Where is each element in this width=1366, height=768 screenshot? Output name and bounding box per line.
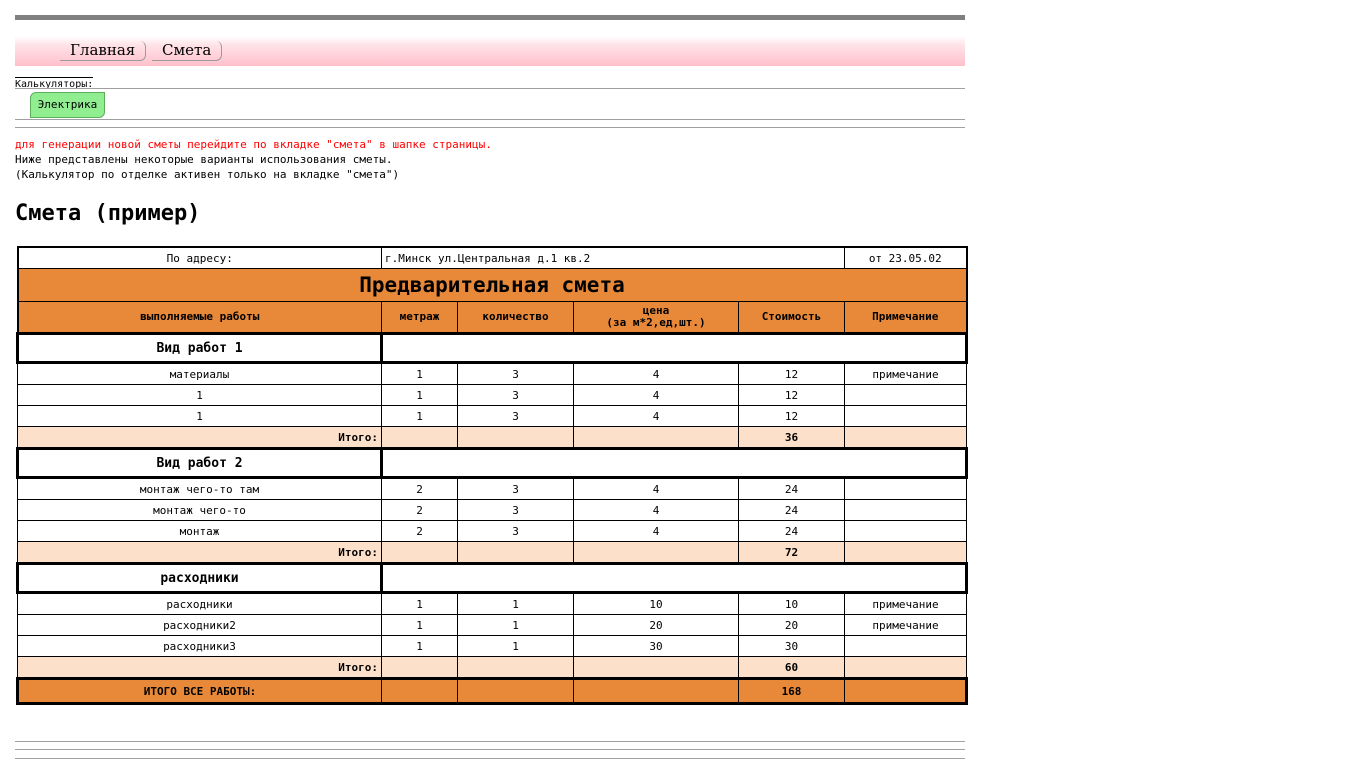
note-cell: примечание — [845, 615, 967, 636]
cost-cell: 10 — [739, 593, 845, 615]
col-price-line1: цена — [642, 304, 670, 317]
info-line-new-estimate: для генерации новой сметы перейдите по вкладке "смета" в шапке страницы. — [15, 138, 492, 151]
info-block — [15, 137, 492, 182]
col-quantity: количество — [458, 302, 574, 334]
cost-cell: 20 — [739, 615, 845, 636]
empty-cell — [382, 657, 458, 679]
total-label: Итого: — [18, 542, 382, 564]
empty-cell — [458, 679, 574, 704]
section-header-row — [18, 449, 967, 478]
estimate-table — [16, 246, 968, 705]
cost-cell: 12 — [739, 406, 845, 427]
quantity-cell: 3 — [458, 521, 574, 542]
divider — [15, 749, 965, 750]
section-total-row — [18, 657, 967, 679]
nav-home-link[interactable]: Главная — [60, 41, 146, 61]
col-note: Примечание — [845, 302, 967, 334]
empty-cell — [574, 657, 739, 679]
price-cell: 4 — [574, 478, 739, 500]
work-name-cell: расходники3 — [18, 636, 382, 657]
price-cell: 4 — [574, 521, 739, 542]
metrage-cell: 2 — [382, 478, 458, 500]
metrage-cell: 1 — [382, 636, 458, 657]
empty-cell — [458, 657, 574, 679]
price-cell: 10 — [574, 593, 739, 615]
col-cost: Стоимость — [739, 302, 845, 334]
info-line-calculator: (Калькулятор по отделке активен только на вкладке "смета") — [15, 168, 400, 181]
work-name-cell: 1 — [18, 406, 382, 427]
estimate-date: от 23.05.02 — [845, 247, 967, 269]
price-cell: 30 — [574, 636, 739, 657]
cost-cell: 30 — [739, 636, 845, 657]
col-price — [574, 302, 739, 334]
metrage-cell: 1 — [382, 406, 458, 427]
quantity-cell: 1 — [458, 593, 574, 615]
section-spacer — [382, 334, 967, 363]
divider — [15, 88, 965, 89]
top-bar — [15, 15, 965, 20]
cost-cell: 24 — [739, 500, 845, 521]
estimate-heading-row — [18, 269, 967, 302]
table-row — [18, 521, 967, 542]
section-spacer — [382, 449, 967, 478]
empty-cell — [845, 542, 967, 564]
metrage-cell: 1 — [382, 615, 458, 636]
divider — [15, 741, 965, 742]
price-cell: 4 — [574, 406, 739, 427]
table-row — [18, 615, 967, 636]
quantity-cell: 3 — [458, 478, 574, 500]
section-header-row — [18, 334, 967, 363]
note-cell — [845, 636, 967, 657]
empty-cell — [574, 542, 739, 564]
price-cell: 4 — [574, 500, 739, 521]
page-title: Смета (пример) — [15, 201, 201, 226]
total-value: 72 — [739, 542, 845, 564]
empty-cell — [574, 427, 739, 449]
price-cell: 4 — [574, 385, 739, 406]
note-cell — [845, 500, 967, 521]
note-cell — [845, 521, 967, 542]
empty-cell — [845, 679, 967, 704]
col-metrage: метраж — [382, 302, 458, 334]
grand-total-value: 168 — [739, 679, 845, 704]
section-spacer — [382, 564, 967, 593]
grand-total-label: ИТОГО ВСЕ РАБОТЫ: — [18, 679, 382, 704]
work-name-cell: расходники — [18, 593, 382, 615]
quantity-cell: 3 — [458, 406, 574, 427]
work-name-cell: материалы — [18, 363, 382, 385]
table-row — [18, 385, 967, 406]
table-row — [18, 406, 967, 427]
empty-cell — [458, 427, 574, 449]
table-row — [18, 478, 967, 500]
table-row — [18, 363, 967, 385]
address-row — [18, 247, 967, 269]
total-value: 60 — [739, 657, 845, 679]
table-row — [18, 593, 967, 615]
work-name-cell: монтаж чего-то — [18, 500, 382, 521]
estimate-heading: Предварительная смета — [18, 269, 967, 302]
table-row — [18, 500, 967, 521]
total-label: Итого: — [18, 427, 382, 449]
note-cell: примечание — [845, 593, 967, 615]
divider — [15, 127, 965, 128]
quantity-cell: 3 — [458, 385, 574, 406]
note-cell — [845, 406, 967, 427]
column-header-row — [18, 302, 967, 334]
work-name-cell: монтаж чего-то там — [18, 478, 382, 500]
note-cell — [845, 478, 967, 500]
section-header-row — [18, 564, 967, 593]
metrage-cell: 2 — [382, 521, 458, 542]
empty-cell — [845, 427, 967, 449]
section-title: расходники — [18, 564, 382, 593]
table-row — [18, 636, 967, 657]
work-name-cell: 1 — [18, 385, 382, 406]
price-cell: 4 — [574, 363, 739, 385]
calculator-tab-electrics[interactable]: Электрика — [30, 92, 105, 118]
metrage-cell: 1 — [382, 363, 458, 385]
work-name-cell: расходники2 — [18, 615, 382, 636]
section-title: Вид работ 2 — [18, 449, 382, 478]
quantity-cell: 3 — [458, 363, 574, 385]
quantity-cell: 3 — [458, 500, 574, 521]
empty-cell — [574, 679, 739, 704]
divider — [15, 758, 965, 759]
quantity-cell: 1 — [458, 615, 574, 636]
total-value: 36 — [739, 427, 845, 449]
work-name-cell: монтаж — [18, 521, 382, 542]
address-label: По адресу: — [18, 247, 382, 269]
price-cell: 20 — [574, 615, 739, 636]
note-cell — [845, 385, 967, 406]
total-label: Итого: — [18, 657, 382, 679]
col-works: выполняемые работы — [18, 302, 382, 334]
grand-total-row — [18, 679, 967, 704]
cost-cell: 24 — [739, 521, 845, 542]
address-value: г.Минск ул.Центральная д.1 кв.2 — [382, 247, 845, 269]
metrage-cell: 1 — [382, 593, 458, 615]
divider — [15, 119, 965, 120]
note-cell: примечание — [845, 363, 967, 385]
quantity-cell: 1 — [458, 636, 574, 657]
empty-cell — [458, 542, 574, 564]
metrage-cell: 1 — [382, 385, 458, 406]
empty-cell — [845, 657, 967, 679]
empty-cell — [382, 679, 458, 704]
info-line-examples: Ниже представлены некоторые варианты использования сметы. — [15, 153, 393, 166]
empty-cell — [382, 542, 458, 564]
section-total-row — [18, 427, 967, 449]
cost-cell: 12 — [739, 363, 845, 385]
cost-cell: 12 — [739, 385, 845, 406]
col-price-line2: (за м*2,ед,шт.) — [606, 316, 706, 329]
nav-smeta-link[interactable]: Смета — [152, 41, 222, 61]
section-title: Вид работ 1 — [18, 334, 382, 363]
metrage-cell: 2 — [382, 500, 458, 521]
cost-cell: 24 — [739, 478, 845, 500]
calculators-label: Калькуляторы: — [15, 79, 94, 90]
empty-cell — [382, 427, 458, 449]
nav-bar — [15, 36, 965, 66]
section-total-row — [18, 542, 967, 564]
